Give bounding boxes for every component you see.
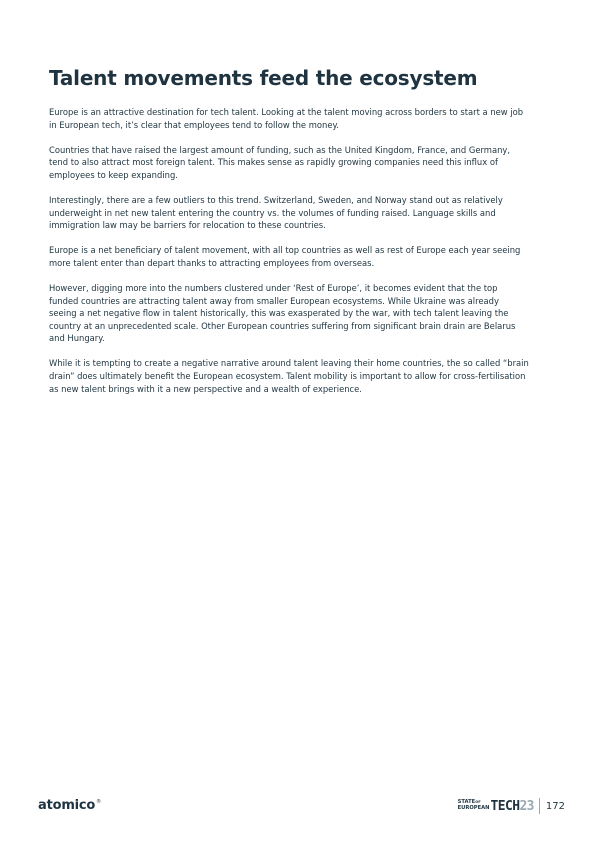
paragraph: Countries that have raised the largest amount of funding, such as the United Kingdom, France, and Germany, tend to also attract most foreign talent. This makes sense as rapidly growing companies need this influx of employees to keep expanding. <box>49 144 511 180</box>
page-number: 172 <box>545 800 565 812</box>
report-logo-year: 23 <box>519 798 534 814</box>
page-title: Talent movements feed the ecosystem <box>49 66 478 90</box>
atomico-logo-text: atomico <box>38 797 96 813</box>
report-logo-stack <box>458 800 490 811</box>
report-logo-line1: STATEOF <box>457 799 481 806</box>
body-text <box>49 106 529 408</box>
report-logo-main: TECH <box>490 798 520 814</box>
report-logo-of: OF <box>475 800 481 805</box>
footer-brand <box>38 795 101 815</box>
report-logo-line2: EUROPEAN <box>457 805 490 811</box>
state-of-european-tech-logo <box>458 799 534 814</box>
atomico-logo <box>38 798 101 813</box>
paragraph: However, digging more into the numbers clustered under ‘Rest of Europe’, it becomes evident that the top funded countries are attracting talent away from smaller European ecosystems. While Ukraine was already seeing a net negative flow in talent historically, this was exasperated by the war, with tech talent leaving the country at an unprecedented scale. Other European countries suffering from significant brain drain are Belarus and Hungary. <box>49 282 516 344</box>
footer-divider <box>539 798 540 814</box>
registered-mark: ® <box>96 799 101 806</box>
paragraph: Europe is an attractive destination for tech talent. Looking at the talent moving across borders to start a new job in European tech, it’s clear that employees tend to follow the money. <box>49 107 524 130</box>
paragraph: Interestingly, there are a few outliers to this trend. Switzerland, Sweden, and Norway stand out as relatively underweight in net new talent entering the country vs. the volumes of funding raised. Language skills and immigration law may be barriers for relocation to these countries. <box>49 194 503 231</box>
paragraph: Europe is a net beneficiary of talent movement, with all top countries as well as rest of Europe each year seeing more talent enter than depart thanks to attracting employees from overseas. <box>49 245 521 268</box>
paragraph: While it is tempting to create a negative narrative around talent leaving their home countries, the so called “brain drain” does ultimately benefit the European ecosystem. Talent mobility is important to allow for cross-fertilisation as new talent brings with it a new perspective and a wealth of experience. <box>49 358 529 394</box>
footer-report <box>458 796 565 816</box>
